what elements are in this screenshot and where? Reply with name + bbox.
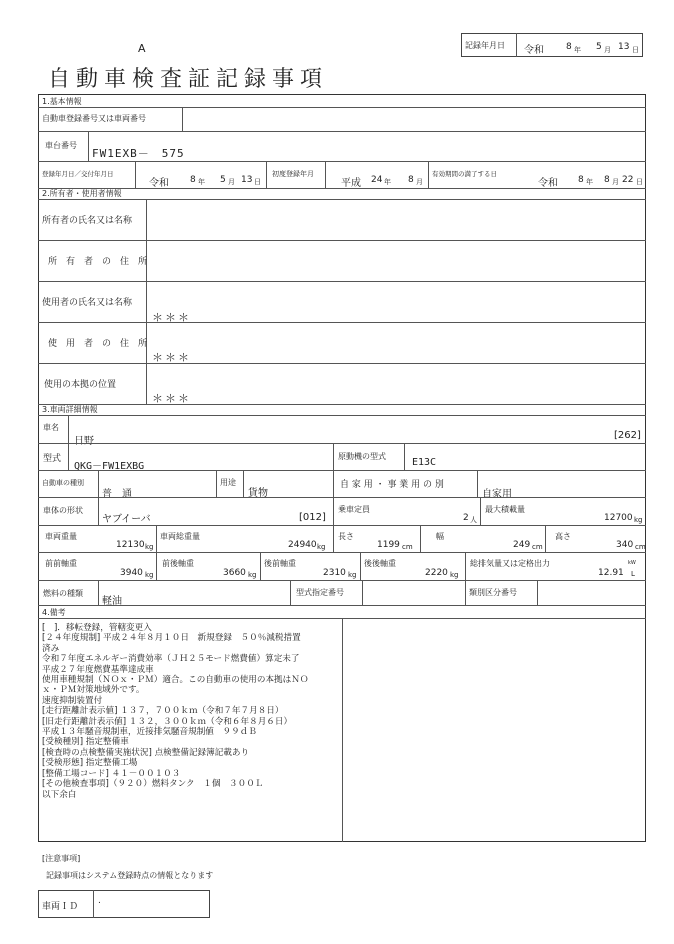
expiry-year-unit: 年 bbox=[586, 178, 593, 186]
vehicle-name-label: 車名 bbox=[43, 423, 59, 432]
first-reg-label: 初度登録年月 bbox=[272, 170, 314, 178]
body-shape-code: [012] bbox=[299, 512, 326, 523]
issue-date-era: 令和 bbox=[149, 178, 169, 189]
displacement-unit-kw: kW bbox=[628, 560, 636, 566]
record-date-day-unit: 日 bbox=[632, 46, 639, 54]
engine-model-label: 原動機の型式 bbox=[338, 452, 386, 461]
capacity-value: 2 bbox=[463, 513, 469, 523]
displacement-label: 総排気量又は定格出力 bbox=[470, 559, 550, 568]
width-value: 249 bbox=[513, 540, 531, 550]
remark-line: [旧走行距離計表示値] １３２，３００ｋｍ（令和６年８月６日） bbox=[42, 716, 293, 727]
model-value: QKG－FW1EXBG bbox=[74, 461, 145, 472]
height-label: 高さ bbox=[555, 532, 571, 541]
issue-date-year-unit: 年 bbox=[198, 178, 205, 186]
record-date-month: 5 bbox=[596, 42, 602, 52]
record-date-year-unit: 年 bbox=[574, 46, 581, 54]
rear-front-axle-value: 2310 bbox=[323, 568, 346, 578]
fuel-type-value: 軽油 bbox=[102, 596, 122, 607]
remark-line: [受検形態] 指定整備工場 bbox=[42, 758, 138, 769]
user-address-label: 使 用 者 の 住 所 bbox=[48, 339, 148, 349]
first-reg-era: 平成 bbox=[341, 178, 361, 189]
remarks-list bbox=[42, 623, 308, 800]
rear-front-axle-unit: kg bbox=[348, 571, 357, 579]
base-location-value: ＊＊＊ bbox=[152, 392, 191, 405]
record-date-era: 令和 bbox=[524, 45, 544, 56]
front-front-axle-unit: kg bbox=[145, 571, 154, 579]
vehicle-id-label: 車両ＩＤ bbox=[42, 902, 79, 912]
displacement-unit-l: L bbox=[631, 570, 635, 578]
expiry-day: 22 bbox=[622, 175, 634, 185]
owner-address-label: 所 有 者 の 住 所 bbox=[48, 257, 148, 267]
remark-line: ｘ・ＰＭ対策地域外です。 bbox=[42, 685, 145, 696]
vehicle-id-value: . bbox=[98, 896, 101, 906]
remark-line: [受検種別] 指定整備車 bbox=[42, 737, 129, 748]
user-name-value: ＊＊＊ bbox=[152, 311, 191, 324]
vehicle-kind-label: 自動車の種別 bbox=[42, 479, 84, 487]
remark-line: [ ]．移転登録，管轄変更入 bbox=[42, 623, 152, 633]
body-shape-label: 車体の形状 bbox=[43, 506, 83, 515]
class-number-label: 類別区分番号 bbox=[469, 588, 517, 597]
expiry-day-unit: 日 bbox=[636, 178, 643, 186]
first-reg-year: 24 bbox=[371, 175, 383, 185]
purpose-label: 用途 bbox=[220, 478, 236, 487]
private-business-label: 自 家 用 ・ 事 業 用 の 別 bbox=[340, 480, 444, 490]
remark-line: [検査時の点検整備実施状況] 点検整備記録簿記載あり bbox=[42, 747, 250, 758]
notice-text: 記録事項はシステム登録時点の情報となります bbox=[46, 871, 214, 880]
max-load-label: 最大積載量 bbox=[485, 505, 525, 514]
record-date-day: 13 bbox=[618, 42, 630, 52]
chassis-label: 車台番号 bbox=[45, 141, 77, 150]
user-name-label: 使用者の氏名又は名称 bbox=[42, 298, 133, 308]
record-date-month-unit: 月 bbox=[604, 46, 611, 54]
front-rear-axle-value: 3660 bbox=[223, 568, 246, 578]
remark-line: 平成２７年度燃費基準達成車 bbox=[42, 664, 154, 675]
front-rear-axle-label: 前後軸重 bbox=[162, 559, 194, 568]
type-designation-label: 型式指定番号 bbox=[296, 588, 344, 597]
base-location-label: 使用の本拠の位置 bbox=[44, 380, 117, 390]
max-load-unit: kg bbox=[634, 516, 643, 524]
fuel-type-label: 燃料の種類 bbox=[43, 589, 83, 598]
width-label: 幅 bbox=[436, 532, 444, 541]
record-date-year: 8 bbox=[566, 42, 572, 52]
rear-rear-axle-unit: kg bbox=[450, 571, 459, 579]
form-mark: A bbox=[138, 42, 146, 55]
expiry-year: 8 bbox=[578, 175, 584, 185]
first-reg-month-unit: 月 bbox=[416, 178, 423, 186]
vehicle-weight-label: 車両重量 bbox=[45, 532, 77, 541]
front-front-axle-value: 3940 bbox=[120, 568, 143, 578]
remark-line: [その他検査事項]（９２０）燃料タンク １個 ３００Ｌ bbox=[42, 779, 264, 790]
vehicle-name-code: [262] bbox=[614, 430, 641, 441]
remark-line: 使用車種規制（ＮＯｘ・ＰＭ）適合。この自動車の使用の本拠はＮＯ bbox=[42, 675, 309, 686]
remark-line: 平成１３年騒音規制車，近接排気騒音規制値 ９９ｄＢ bbox=[42, 727, 257, 738]
remark-line: [走行距離計表示値] １３７，７００ｋｍ（令和７年７月８日） bbox=[42, 706, 284, 717]
body-shape-value: ヤブイーバ bbox=[102, 514, 151, 525]
first-reg-year-unit: 年 bbox=[384, 178, 391, 186]
remark-line: 速度抑制装置付 bbox=[42, 695, 103, 706]
section-remarks-title: 4.備考 bbox=[42, 608, 66, 617]
gross-weight-unit: kg bbox=[317, 543, 326, 551]
length-value: 1199 bbox=[377, 540, 400, 550]
rear-rear-axle-label: 後後軸重 bbox=[364, 559, 396, 568]
user-address-value: ＊＊＊ bbox=[152, 351, 191, 364]
max-load-value: 12700 bbox=[604, 513, 633, 523]
height-value: 340 bbox=[616, 540, 634, 550]
remark-line: 令和７年度エネルギー消費効率（ＪＨ２５モード燃費値）算定未了 bbox=[42, 654, 300, 665]
capacity-label: 乗車定員 bbox=[338, 505, 370, 514]
section-vehicle-title: 3.車両詳細情報 bbox=[42, 405, 98, 414]
gross-weight-label: 車両総重量 bbox=[160, 532, 200, 541]
issue-date-label: 登録年月日／交付年月日 bbox=[42, 170, 114, 178]
engine-model-value: E13C bbox=[412, 457, 437, 468]
vehicle-kind-value: 普 通 bbox=[102, 489, 132, 500]
record-date-label: 記録年月日 bbox=[465, 41, 505, 50]
front-rear-axle-unit: kg bbox=[248, 571, 257, 579]
issue-date-month-unit: 月 bbox=[228, 178, 235, 186]
reg-no-label: 自動車登録番号又は車両番号 bbox=[42, 114, 146, 123]
notice-title: [注意事項] bbox=[42, 854, 81, 863]
rear-front-axle-label: 後前軸重 bbox=[264, 559, 296, 568]
section-basic-title: 1.基本情報 bbox=[42, 97, 82, 106]
section-owner-title: 2.所有者・使用者情報 bbox=[42, 189, 122, 198]
remark-line: 以下余白 bbox=[42, 789, 77, 800]
width-unit: cm bbox=[532, 543, 543, 551]
private-business-value: 自家用 bbox=[482, 489, 512, 500]
issue-date-year: 8 bbox=[190, 175, 196, 185]
remark-line: [整備工場コード] ４１－００１０３ bbox=[42, 768, 181, 779]
purpose-value: 貨物 bbox=[248, 488, 268, 499]
gross-weight-value: 24940 bbox=[288, 540, 317, 550]
length-label: 長さ bbox=[338, 532, 354, 541]
vehicle-weight-value: 12130 bbox=[116, 540, 145, 550]
vehicle-name-value: 日野 bbox=[74, 436, 94, 447]
issue-date-day-unit: 日 bbox=[254, 178, 261, 186]
rear-rear-axle-value: 2220 bbox=[425, 568, 448, 578]
first-reg-month: 8 bbox=[408, 175, 414, 185]
page-title: 自動車検査証記録事項 bbox=[48, 67, 329, 92]
expiry-label: 有効期間の満了する日 bbox=[432, 170, 497, 178]
capacity-unit: 人 bbox=[470, 516, 477, 524]
expiry-month-unit: 月 bbox=[612, 178, 619, 186]
issue-date-day: 13 bbox=[241, 175, 253, 185]
owner-name-label: 所有者の氏名又は名称 bbox=[42, 216, 133, 226]
remark-line: 済み bbox=[42, 643, 60, 654]
length-unit: cm bbox=[402, 543, 413, 551]
vehicle-weight-unit: kg bbox=[145, 543, 154, 551]
remark-line: [２４年度規制] 平成２４年８月１０日 新規登録 ５０％減税措置 bbox=[42, 633, 301, 644]
height-unit: cm bbox=[635, 543, 646, 551]
model-label: 型式 bbox=[43, 454, 62, 464]
issue-date-month: 5 bbox=[220, 175, 226, 185]
expiry-month: 8 bbox=[604, 175, 610, 185]
chassis-number: FW1EXB－ 575 bbox=[92, 147, 185, 160]
displacement-value: 12.91 bbox=[598, 568, 624, 578]
front-front-axle-label: 前前軸重 bbox=[45, 559, 77, 568]
expiry-era: 令和 bbox=[538, 178, 558, 189]
